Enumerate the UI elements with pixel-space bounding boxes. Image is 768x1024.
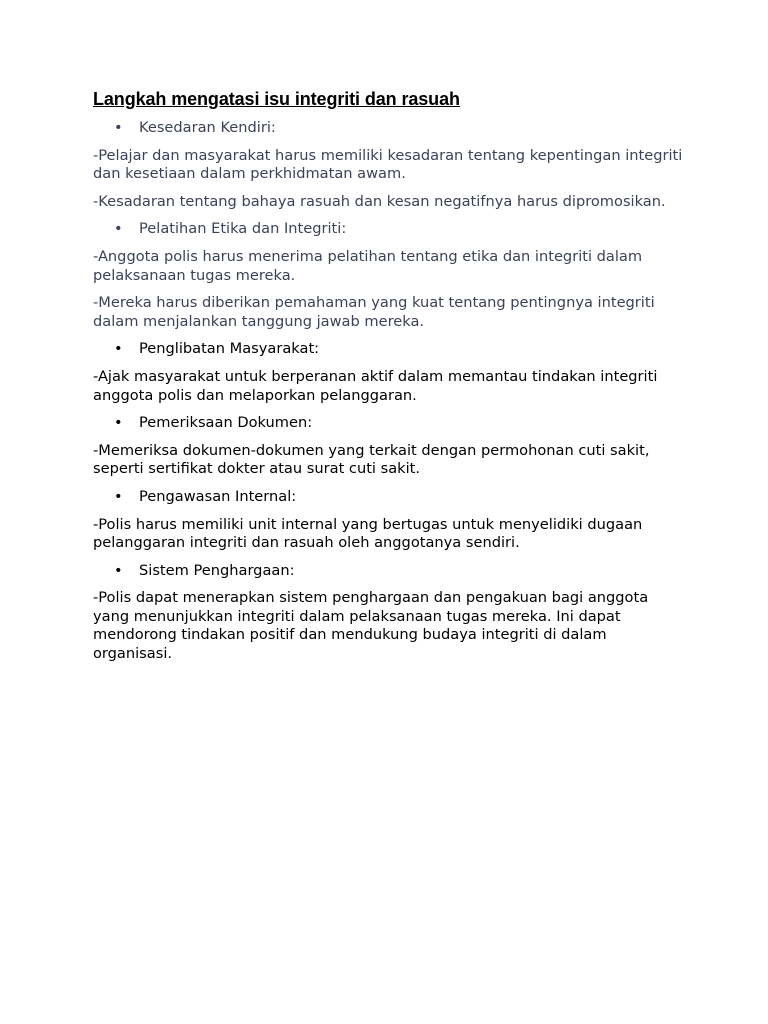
bullet-item — [93, 414, 683, 433]
bullet-item-label: Sistem Penghargaan: — [139, 561, 295, 579]
bullet-item-label: Kesedaran Kendiri: — [139, 119, 276, 136]
body-paragraph: -Kesadaran tentang bahaya rasuah dan kesan negatifnya harus dipromosikan. — [93, 192, 666, 210]
document-blocks — [93, 119, 683, 664]
body-paragraph: -Anggota polis harus menerima pelatihan tentang etika dan integriti dalam pelaksanaan tugas mereka. — [93, 247, 643, 284]
bullet-item — [93, 220, 683, 239]
bullet-dot-icon: • — [114, 487, 123, 505]
bullet-dot-icon: • — [114, 340, 123, 358]
body-paragraph: -Ajak masyarakat untuk berperanan aktif dalam memantau tindakan integriti anggota polis dan melaporkan pelanggaran. — [93, 367, 658, 404]
document-body — [93, 88, 683, 673]
bullet-dot-icon: • — [114, 119, 123, 136]
body-paragraph: -Mereka harus diberikan pemahaman yang kuat tentang pentingnya integriti dalam menjalankan tanggung jawab mereka. — [93, 294, 655, 330]
bullet-item — [93, 340, 683, 359]
bullet-dot-icon: • — [114, 561, 123, 579]
bullet-item — [93, 119, 683, 138]
body-paragraph: -Polis dapat menerapkan sistem penghargaan dan pengakuan bagi anggota yang menunjukkan integriti dalam pelaksanaan tugas mereka. Ini dapat mendorong tindakan positif dan mendukung budaya integriti di dalam organisasi. — [93, 589, 649, 663]
bullet-item-label: Penglibatan Masyarakat: — [139, 340, 320, 358]
bullet-dot-icon: • — [114, 414, 123, 432]
body-paragraph: -Polis harus memiliki unit internal yang bertugas untuk menyelidiki dugaan pelanggaran integriti dan rasuah oleh anggotanya sendiri. — [93, 515, 643, 552]
bullet-item — [93, 562, 683, 581]
bullet-item — [93, 488, 683, 507]
body-paragraph: -Pelajar dan masyarakat harus memiliki kesadaran tentang kepentingan integriti dan kesetiaan dalam perkhidmatan awam. — [93, 146, 683, 183]
bullet-item-label: Pemeriksaan Dokumen: — [139, 414, 313, 432]
body-paragraph: -Memeriksa dokumen-dokumen yang terkait dengan permohonan cuti sakit, seperti sertifikat dokter atau surat cuti sakit. — [93, 441, 650, 478]
bullet-item-label: Pelatihan Etika dan Integriti: — [139, 220, 347, 238]
bullet-dot-icon: • — [114, 220, 123, 238]
document-title: Langkah mengatasi isu integriti dan rasuah — [93, 89, 460, 109]
bullet-item-label: Pengawasan Internal: — [139, 487, 297, 505]
